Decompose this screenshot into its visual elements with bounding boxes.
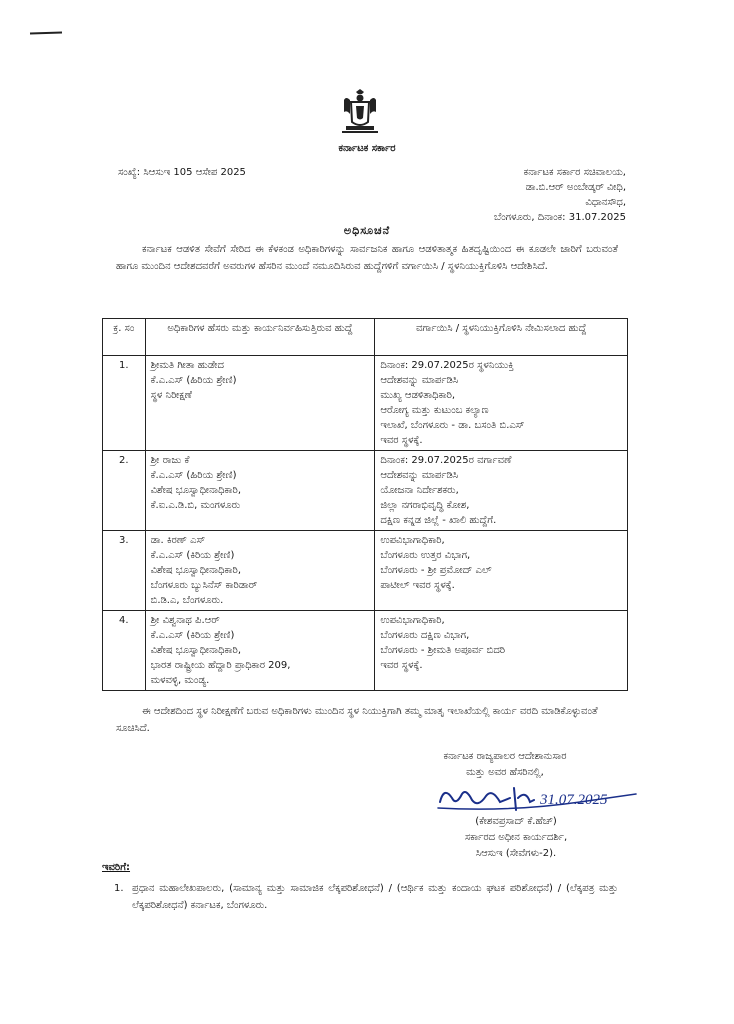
posting-line: ದಿನಾಂಕ: 29.07.2025ರ ಸ್ಥಳನಿಯುಕ್ತಿ	[380, 360, 514, 371]
by-order-line: ಕರ್ನಾಟಕ ರಾಜ್ಯಪಾಲರ ಆದೇಶಾನುಸಾರ	[443, 751, 567, 762]
posting-cell	[375, 611, 628, 691]
posting-line: ಯೋಜನಾ ನಿರ್ದೇಶಕರು,	[380, 485, 459, 496]
posting-line: ಉಪವಿಭಾಗಾಧಿಕಾರಿ,	[380, 535, 445, 546]
officer-line: ಸ್ಥಳ ನಿರೀಕ್ಷಣೆ	[150, 390, 192, 401]
posting-line: ಬೆಂಗಳೂರು - ಶ್ರೀ ಪ್ರಮೋದ್ ಎಲ್	[380, 565, 492, 576]
serial-number: 3.	[103, 531, 146, 611]
by-order-block	[402, 749, 608, 781]
officer-cell	[145, 611, 375, 691]
table-row	[103, 531, 628, 611]
posting-line: ಆದೇಶವನ್ನು ಮಾರ್ಪಡಿಸಿ	[380, 470, 459, 481]
signatory-block	[416, 814, 616, 862]
officer-line: ಶ್ರೀಮತಿ ಗೀತಾ ಹುಡೇದ	[150, 360, 224, 371]
posting-line: ಆದೇಶವನ್ನು ಮಾರ್ಪಡಿಸಿ	[380, 375, 459, 386]
officer-line: ಶ್ರೀ ವಿಶ್ವನಾಥ ಪಿ.ಆರ್	[150, 615, 220, 626]
posting-line: ಜಿಲ್ಲಾ ನಗರಾಭಿವೃದ್ಧಿ ಕೋಶ,	[380, 500, 470, 511]
table-row	[103, 356, 628, 451]
header-serial: ಕ್ರ. ಸಂ	[103, 319, 146, 356]
posting-line: ಬೆಂಗಳೂರು ದಕ್ಷಿಣ ವಿಭಾಗ,	[380, 630, 470, 641]
intro-paragraph: ಕರ್ನಾಟಕ ಆಡಳಿತ ಸೇವೆಗೆ ಸೇರಿದ ಈ ಕೆಳಕಂಡ ಅಧಿಕಾರಿಗಳನ್ನು ಸಾರ್ವಜನಿಕ ಹಾಗೂ ಆಡಳಿತಾತ್ಮಕ ಹಿತದೃಷ್ಟಿಯಿಂದ ಈ ಕೂಡಲೇ ಜಾರಿಗೆ ಬರುವಂತೆ ಹಾಗೂ ಮುಂದಿನ ಆದೇಶದವರೆಗೆ ಅವರುಗಳ ಹೆಸರಿನ ಮುಂದೆ ನಮೂದಿಸಿರುವ ಹುದ್ದೆಗಳಿಗೆ ವರ್ಗಾಯಿಸಿ / ಸ್ಥಳನಿಯುಕ್ತಿಗೊಳಿಸಿ ಆದೇಶಿಸಿದೆ.	[116, 244, 618, 272]
notification-heading: ಅಧಿಸೂಚನೆ	[343, 224, 391, 237]
government-name: ಕರ್ನಾಟಕ ಸರ್ಕಾರ	[338, 143, 396, 154]
header-posting: ವರ್ಗಾಯಿಸಿ / ಸ್ಥಳನಿಯುಕ್ತಿಗೊಳಿಸಿ ನೇಮಿಸಲಾದ ಹುದ್ದೆ	[375, 319, 628, 356]
officer-line: ಡಾ. ಕಿರಣ್ ಎಸ್	[150, 535, 206, 546]
officer-line: ಕೆ.ಎ.ಎಸ್ (ಹಿರಿಯ ಶ್ರೇಣಿ)	[150, 470, 237, 481]
transfer-table	[102, 318, 628, 691]
karnataka-emblem-icon	[336, 88, 384, 136]
signatory-department: ಸಿಆಸುಇ (ಸೇವೆಗಳು-2).	[475, 848, 557, 859]
signature-mark	[430, 780, 642, 814]
scan-mark	[30, 31, 62, 34]
address-line: ಡಾ.ಬಿ.ಆರ್ ಅಂಬೇಡ್ಕರ್ ವೀಧಿ,	[525, 182, 626, 193]
posting-line: ಇಲಾಖೆ, ಬೆಂಗಳೂರು - ಡಾ. ಬಸಂತಿ ಬಿ.ಎಸ್	[380, 420, 525, 431]
table-header-row	[103, 319, 628, 356]
posting-line: ಉಪವಿಭಾಗಾಧಿಕಾರಿ,	[380, 615, 445, 626]
serial-number: 4.	[103, 611, 146, 691]
officer-line: ಕೆ.ಎ.ಎಸ್ (ಕಿರಿಯ ಶ್ರೇಣಿ)	[150, 630, 235, 641]
officer-cell	[145, 356, 375, 451]
posting-line: ಮುಖ್ಯ ಆಡಳಿತಾಧಿಕಾರಿ,	[380, 390, 456, 401]
serial-number: 2.	[103, 451, 146, 531]
officer-line: ಮಳವಳ್ಳಿ, ಮಂಡ್ಯ.	[150, 675, 210, 686]
posting-line: ಬೆಂಗಳೂರು - ಶ್ರೀಮತಿ ಅಪೂರ್ವ ಬಿದರಿ	[380, 645, 506, 656]
posting-line: ಇವರ ಸ್ಥಳಕ್ಕೆ.	[380, 435, 423, 446]
officer-line: ವಿಶೇಷ ಭೂಸ್ವಾಧೀನಾಧಿಕಾರಿ,	[150, 565, 242, 576]
officer-line: ಬಿ.ಡಿ.ಎ, ಬೆಂಗಳೂರು.	[150, 595, 224, 606]
signatory-name: (ಕೇಶವಪ್ರಸಾದ್ ಕೆ.ಹೆಚ್)	[475, 816, 557, 827]
officer-line: ವಿಶೇಷ ಭೂಸ್ವಾಧೀನಾಧಿಕಾರಿ,	[150, 485, 242, 496]
posting-cell	[375, 531, 628, 611]
posting-line: ಆರೋಗ್ಯ ಮತ್ತು ಕುಟುಂಬ ಕಲ್ಯಾಣ	[380, 405, 489, 416]
posting-cell	[375, 356, 628, 451]
address-date-line: ಬೆಂಗಳೂರು, ದಿನಾಂಕ: 31.07.2025	[494, 212, 626, 223]
copy-to-item	[114, 880, 618, 914]
officer-cell	[145, 451, 375, 531]
address-line: ಕರ್ನಾಟಕ ಸರ್ಕಾರ ಸಚಿವಾಲಯ,	[523, 167, 626, 178]
posting-line: ದಿನಾಂಕ: 29.07.2025ರ ವರ್ಗಾವಣೆ	[380, 455, 512, 466]
posting-line: ದಕ್ಷಿಣ ಕನ್ನಡ ಜಿಲ್ಲೆ - ಖಾಲಿ ಹುದ್ದೆಗೆ.	[380, 515, 497, 526]
by-order-line: ಮತ್ತು ಅವರ ಹೆಸರಿನಲ್ಲಿ,	[466, 767, 544, 778]
officer-line: ಶ್ರೀ ರಾಜು ಕೆ	[150, 455, 190, 466]
posting-cell	[375, 451, 628, 531]
officer-line: ಭಾರತ ರಾಷ್ಟ್ರೀಯ ಹೆದ್ದಾರಿ ಪ್ರಾಧಿಕಾರ 209,	[150, 660, 291, 671]
signatory-designation: ಸರ್ಕಾರದ ಅಧೀನ ಕಾರ್ಯದರ್ಶಿ,	[464, 832, 568, 843]
header-officer: ಅಧಿಕಾರಿಗಳ ಹೆಸರು ಮತ್ತು ಕಾರ್ಯನಿರ್ವಹಿಸುತ್ತಿರುವ ಹುದ್ದೆ	[145, 319, 375, 356]
officer-line: ಕೆ.ಎ.ಎಸ್ (ಕಿರಿಯ ಶ್ರೇಣಿ)	[150, 550, 235, 561]
officer-line: ಕೆ.ಐ.ಎ.ಡಿ.ಬಿ, ಮಂಗಳೂರು	[150, 500, 241, 511]
copy-item-number: 1.	[114, 883, 124, 894]
copy-to-title: ಇವರಿಗೆ:	[102, 862, 131, 873]
reference-number: ಸಂಖ್ಯೆ: ಸಿಆಸುಇ 105 ಆಸೇಪ 2025	[118, 167, 246, 178]
officer-line: ಕೆ.ಎ.ಎಸ್ (ಹಿರಿಯ ಶ್ರೇಣಿ)	[150, 375, 237, 386]
table-row	[103, 451, 628, 531]
posting-line: ಪಾಟೀಲ್ ಇವರ ಸ್ಥಳಕ್ಕೆ.	[380, 580, 455, 591]
serial-number: 1.	[103, 356, 146, 451]
officer-line: ಬೆಂಗಳೂರು ಬ್ಯುಸಿನೆಸ್ ಕಾರಿಡಾರ್	[150, 580, 258, 591]
closing-paragraph: ಈ ಆದೇಶದಿಂದ ಸ್ಥಳ ನಿರೀಕ್ಷಣೆಗೆ ಬರುವ ಅಧಿಕಾರಿಗಳು ಮುಂದಿನ ಸ್ಥಳ ನಿಯುಕ್ತಿಗಾಗಿ ತಮ್ಮ ಮಾತೃ ಇಲಾಖೆಯಲ್ಲಿ ಕಾರ್ಯ ವರದಿ ಮಾಡಿಕೊಳ್ಳುವಂತೆ ಸೂಚಿಸಿದೆ.	[116, 706, 598, 734]
table-row	[103, 611, 628, 691]
copy-item-text: ಪ್ರಧಾನ ಮಹಾಲೇಖಪಾಲರು, (ಸಾಮಾನ್ಯ ಮತ್ತು ಸಾಮಾಜಿಕ ಲೆಕ್ಕಪರಿಶೋಧನೆ) / (ಆರ್ಥಿಕ ಮತ್ತು ಕಂದಾಯ ಘಟಕ ಪರಿಶೋಧನೆ) / (ಲೆಕ್ಕಪತ್ರ ಮತ್ತು ಲೆಕ್ಕಪರಿಶೋಧನೆ) ಕರ್ನಾಟಕ, ಬೆಂಗಳೂರು.	[132, 883, 618, 911]
address-line: ವಿಧಾನಸೌಧ,	[585, 197, 626, 208]
office-address	[428, 165, 626, 225]
officer-cell	[145, 531, 375, 611]
posting-line: ಬೆಂಗಳೂರು ಉತ್ತರ ವಿಭಾಗ,	[380, 550, 471, 561]
posting-line: ಇವರ ಸ್ಥಳಕ್ಕೆ.	[380, 660, 423, 671]
signature-date-text: 31.07.2025	[540, 792, 608, 808]
officer-line: ವಿಶೇಷ ಭೂಸ್ವಾಧೀನಾಧಿಕಾರಿ,	[150, 645, 242, 656]
